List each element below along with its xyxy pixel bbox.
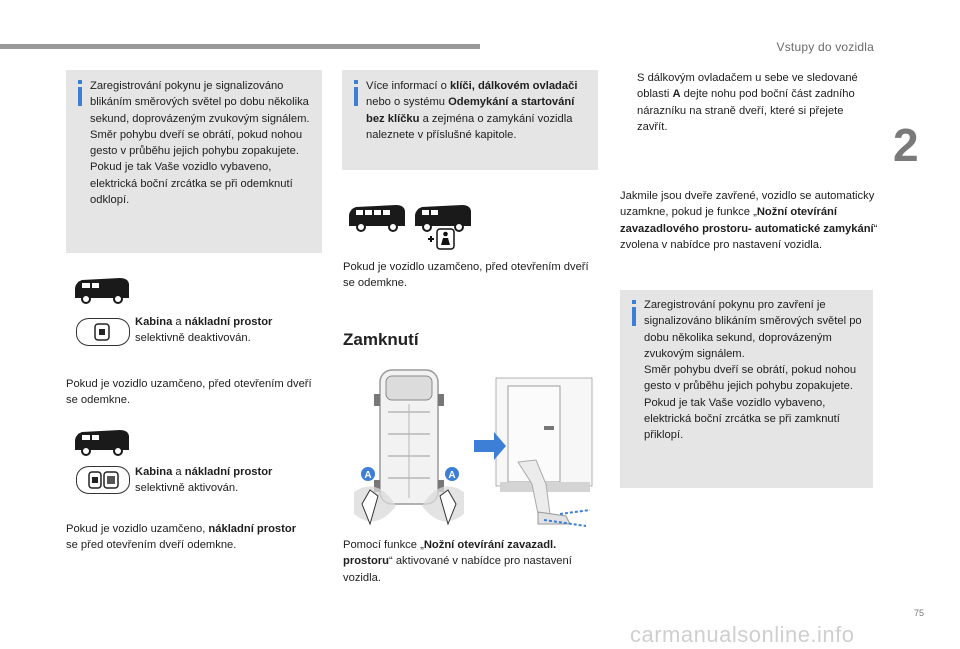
note-2-d: Odemykání a startování bez klíčku <box>366 96 575 125</box>
col2-para-2 <box>343 537 599 586</box>
key-fob-icon <box>76 466 130 494</box>
info-note-1 <box>66 70 322 253</box>
note-2-c: nebo o systému <box>366 96 449 109</box>
item-1-and: a <box>172 316 185 328</box>
info-note-3 <box>620 290 873 488</box>
van-top-view-illustration <box>348 364 470 530</box>
col3-para-a: Jakmile jsou dveře zavřené, vozidlo se automaticky uzamkne, pokud je funkce „ <box>620 190 875 219</box>
para-2-b: nákladní prostor <box>208 523 297 535</box>
note-1-p3: Pokud je tak Vaše vozidlo vybaveno, elektrická boční zrcátka se při odemknutí odklopí. <box>90 161 293 207</box>
page-number: 75 <box>914 608 925 618</box>
col3-para <box>620 188 878 253</box>
note-3-p2: Směr pohybu dveří se obrátí, pokud nohou gesto v průběhu jejich pohybu zopakujete. <box>644 364 857 393</box>
chapter-number: 2 <box>893 119 919 171</box>
item-1-cargo: nákladní prostor <box>184 316 273 328</box>
section-title: Vstupy do vozidla <box>776 40 874 54</box>
section-heading-lock: Zamknutí <box>343 330 419 349</box>
col1-para-1: Pokud je vozidlo uzamčeno, před otevřením dveří se odemkne. <box>66 378 312 407</box>
item-2-and: a <box>172 466 185 478</box>
item-1-state: selektivně deaktivován. <box>135 332 251 345</box>
col3-step-1-a: S dálkovým ovladačem u sebe ve sledované oblasti <box>637 72 858 101</box>
col3-step-1-zone: A <box>672 88 681 101</box>
hands-free-access-icon <box>426 228 456 250</box>
note-3-p1: Zaregistrování pokynu pro zavření je signalizováno blikáním směrových světel po dobu několika sekund, doprovázeným zvukovým signálem. <box>644 299 862 360</box>
col3-step-1-c: dejte nohu pod boční část zadního nárazníku na straně dveří, které si přejete zavřít. <box>637 88 855 133</box>
note-1-p1: Zaregistrování pokynu je signalizováno blikáním směrových světel po dobu několika sekund, doprovázeným zvukovým signálem. <box>90 80 310 125</box>
para-2-c: se před otevřením dveří odemkne. <box>66 539 237 552</box>
info-icon <box>354 80 358 106</box>
col3-step-1 <box>637 70 877 135</box>
info-icon <box>632 300 636 326</box>
col2-para-2-b: Nožní otevírání zavazadl. prostoru <box>343 539 557 568</box>
col2-para-2-c: “ aktivované v nabídce pro nastavení vozidla. <box>343 555 572 584</box>
note-3-p3: Pokud je tak Vaše vozidlo vybaveno, elektrická boční zrcátka se při zamknutí přiklopí. <box>644 396 840 442</box>
zone-label-a: A <box>364 470 372 481</box>
key-fob-icon <box>76 318 130 346</box>
item-2-cargo: nákladní prostor <box>184 466 273 478</box>
info-icon <box>78 80 82 106</box>
header-rule <box>0 44 480 49</box>
item-1-text <box>135 314 320 347</box>
col1-para-2 <box>66 521 322 554</box>
col2-para-2-a: Pomocí funkce „ <box>343 539 424 551</box>
info-note-2 <box>342 70 598 170</box>
col3-para-c: “ zvolena v nabídce pro nastavení vozidla. <box>620 222 878 251</box>
col3-para-b: Nožní otevírání zavazadlového prostoru- automatické zamykání <box>620 206 874 235</box>
note-2-a: Více informací o <box>366 80 450 92</box>
note-2-b: klíči, dálkovém ovladači <box>449 80 578 92</box>
van-icon <box>72 428 132 456</box>
item-1-cabin: Kabina <box>135 316 173 328</box>
note-1-p2: Směr pohybu dveří se obrátí, pokud nohou gesto v průběhu jejich pohybu zopakujete. <box>90 128 303 158</box>
item-2-cabin: Kabina <box>135 466 173 478</box>
para-2-a: Pokud je vozidlo uzamčeno, <box>66 523 209 535</box>
col2-para-1: Pokud je vozidlo uzamčeno, před otevřením dveří se odemkne. <box>343 261 589 290</box>
watermark: carmanualsonline.info <box>630 622 855 647</box>
zone-label-a: A <box>448 470 456 481</box>
item-2-text <box>135 464 320 497</box>
sliding-door-foot-gesture-illustration <box>474 364 598 530</box>
van-icon <box>72 276 132 304</box>
van-icon <box>346 202 408 232</box>
item-2-state: selektivně aktivován. <box>135 482 239 495</box>
note-2-e: a zejména o zamykání vozidla naleznete v příslušné kapitole. <box>366 112 573 141</box>
